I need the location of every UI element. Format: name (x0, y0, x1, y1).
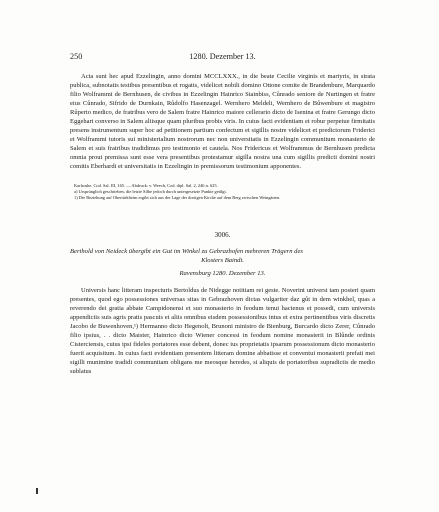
charter-3006-text (70, 286, 375, 376)
charter-2855-ending (70, 72, 375, 172)
regest-line-1: Berthold von Neideck übergibt ein Gut im Winkel zu Gebrazhofen mehreren Trägern des (70, 248, 303, 255)
place-date: Ravensburg 1280. Dezember 13. (179, 270, 266, 277)
footnotes (70, 183, 375, 202)
charter-text: Universis hanc litteram inspecturis Bertoldus de Nidegge notitiam rei geste. Noverint universi tam posteri quam presentes, quod ego possessiones universas sitas in Gebrazhoven dictas vulgariter daz gůt in dem winkhel, quas a reverendo dei gratia abbate Campidonensi et suo monasterio in feodum tenui hactenus et possedi, cum universis appendiciis suis agris pratis pascuis et aliis omnibus eisdem possessionibus intus et extra pertinentibus viris discretis Jacobo de Buwenhoven,¹) Hermanno dicto Hegenolt, Brunoni ministro de Bienburg, Burcardo dicto Zerer, Cůnrado filio ipsius, . . dicto Maister, Hainrico dicto Wiener concessi in feodum nomine monasterii in Blůnde ordinis Cisterciensis, cuius ipsi fideles portatores esse debent, donec ius proprietatis ipsarum possessionum dicto monasterio fuerit acquisitum. In cuius facti evidentiam presentem litteram domine abbatisse et conventui monasterii prefati mei sigilli munimine tradidi communitam obligans me meosque heredes, si aliquis de portatoribus supradictis de medio sublatus (70, 287, 375, 376)
margin-mark (36, 488, 38, 494)
running-head-date: 1280. Dezember 13. (189, 52, 256, 61)
document-number: 3006. (214, 231, 231, 239)
page-header (70, 52, 375, 64)
archive-note: Karlsruhe. Cod. Sal. III, 165. — Abdruck: v. Weech, Cod. dipl. Sal. 2, 246 n. 625. (74, 183, 218, 188)
charter-text: Acta sunt hec apud Ezzelingin, anno domini MCCLXXX., in die beate Cecilie virginis et martyris, in strata publica, subnotatis testibus presentibus et rogatis, videlicet nobili domino Ottone comite de Brandenbure, Marquardo filio Wolframmi de Bernhusen, de civibus in Ezzelingin Hainrico Stainbiss, Cůnrado seniore de Nurtingen et fratre eius Cůnrado, Sifrido de Durnkain, Růdolfo Hasenzagel. Wernhero Meldeli, Wernhero de Bůwenbure et magistro Růperto medico, de fratribus vero de Salem fratre Hainrico maiore cellerario dicto de Isenina et fratre Gerungo dicto Eggehart converso in Salem aliisque quam pluribus probis viris. In cuius facti evidentiam et robur perpetue firmitatis presens instrumentum super hoc ad petitionem partium confectum et sigillis nostre videlicet et predictorum Friderici et Wolframmi tutoris sui ministerialium nostrorum nec non universitatis in Ezzelingin communitum monasterio de Salem et suis fratribus tradidimus pro testimonio et cautela. Nos Fridericus et Wolframmus de Bernhusen predicta omnia prout premissa sunt esse vera presentibus protestamur sigilla nostra una cum sigillis predicti domini nostri comitis Eberhardi et universitatis in Ezzelingin in premissorum testimonium apponentes. (70, 73, 375, 171)
footnote-1: 1) Die Beziehung auf Obertürkheim ergibt sich aus der Lage der dortigen Kirche auf dem Berg zwischen Weingärten. (74, 195, 281, 201)
footnote-a: a) Ursprünglich geschrieben, die letzte Silbe jedoch durch untergesetzte Punkte getilgt. (74, 189, 227, 195)
regest (70, 247, 375, 266)
page-number: 250 (70, 52, 83, 61)
regest-line-2: Klosters Baindt. (201, 257, 244, 265)
